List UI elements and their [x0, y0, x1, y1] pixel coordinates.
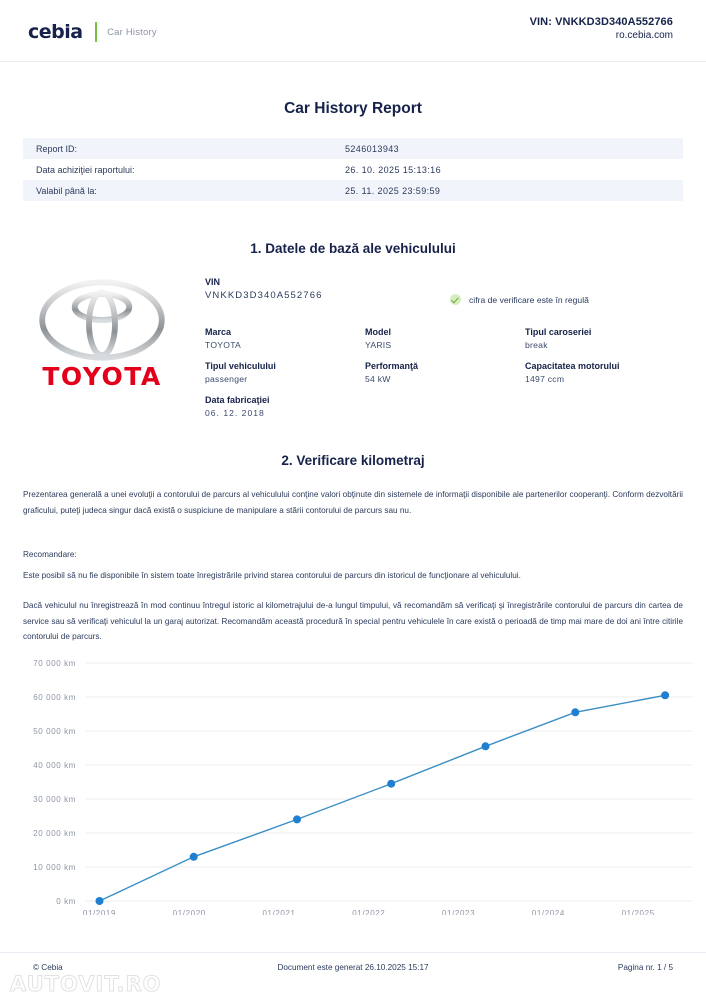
chart-data-point[interactable]	[293, 815, 301, 823]
brand-tagline: Car History	[107, 26, 157, 38]
chart-x-tick-label: 01/2023	[442, 909, 476, 915]
toyota-wordmark: TOYOTA	[42, 362, 162, 391]
field-value: 1497 ccm	[525, 374, 565, 384]
paragraph-intro: Prezentarea generală a unei evoluţii a contorului de parcurs al vehiculului conţine valori obţinute din sistemele de informaţii disponibile ale partenerilor cooperanţi. Conform dezvoltării graficului, puteţi judeca singur dacă există o suspiciune de manipulare a stării contorului de parcurs sau nu.	[23, 490, 683, 515]
chart-x-tick-label: 01/2019	[82, 909, 117, 915]
field-row	[205, 395, 685, 418]
field-value: YARIS	[365, 340, 392, 350]
field-value: 54 kW	[365, 374, 391, 384]
row-label: Data achiziţiei raportului:	[36, 164, 135, 175]
chart-data-point[interactable]	[571, 708, 579, 716]
header-vin-label: VIN: VNKKD3D340A552766	[529, 16, 673, 28]
field-engine-capacity	[525, 361, 685, 384]
cebia-logo[interactable]	[28, 21, 157, 43]
field-row	[205, 327, 685, 350]
table-row	[23, 180, 683, 201]
row-label: Report ID:	[36, 143, 78, 154]
vin-field-value: VNKKD3D340A552766	[205, 290, 323, 301]
field-row	[205, 361, 685, 384]
field-label: Performanţă	[365, 361, 419, 371]
paragraph-availability: Este posibil să nu fie disponibile în sistem toate înregistrările privind starea contorului de parcurs din istoricul de funcţionare al vehiculului.	[23, 571, 521, 580]
field-value: passenger	[205, 374, 248, 384]
chart-y-tick-label: 0 km	[56, 897, 76, 906]
row-label: Valabil până la:	[36, 185, 97, 196]
section-1-heading: 1. Datele de bază ale vehiculului	[250, 241, 456, 256]
chart-data-point[interactable]	[96, 897, 104, 905]
vin-check-badge	[450, 294, 589, 305]
chart-x-tick-label: 01/2020	[172, 909, 206, 915]
chart-data-point[interactable]	[482, 742, 490, 750]
field-label: Tipul caroseriei	[525, 327, 592, 337]
chart-y-tick-label: 60 000 km	[33, 693, 76, 702]
field-vehicle-type	[205, 361, 365, 384]
header-vin-block	[530, 16, 673, 41]
toyota-emblem-icon	[37, 278, 167, 362]
mileage-chart-svg	[0, 650, 706, 915]
field-label: Marca	[205, 327, 232, 337]
chart-data-point[interactable]	[190, 853, 198, 861]
field-marca	[205, 327, 365, 350]
chart-y-tick-label: 70 000 km	[33, 659, 76, 668]
vin-check-text: cifra de verificare este în regulă	[469, 294, 589, 305]
toyota-logo	[22, 278, 182, 389]
section-2-heading: 2. Verificare kilometraj	[281, 453, 425, 468]
chart-y-tick-label: 20 000 km	[33, 829, 76, 838]
field-manufacture-date	[205, 395, 370, 418]
chart-series-line	[100, 695, 666, 901]
chart-y-tick-label: 10 000 km	[33, 863, 76, 872]
paragraph-recommendation-label: Recomandare:	[23, 550, 77, 559]
page-header	[0, 0, 706, 62]
row-value: 25. 11. 2025 23:59:59	[345, 185, 441, 196]
field-body-type	[525, 327, 685, 350]
field-value: break	[525, 340, 548, 350]
vehicle-fields-grid	[205, 327, 685, 429]
page-title: Car History Report	[284, 100, 422, 117]
footer-divider	[0, 952, 706, 953]
paragraph-advice: Dacă vehiculul nu înregistrează în mod continuu întregul istoric al kilometrajului de-a lungul timpului, vă recomandăm să verificaţi şi înregistrările contorului de parcurs din cartea de service sau să verificaţi vehiculul la un garaj autorizat. Recomandăm această procedură în special pentru vehiculele în care există o perioadă de timp mai mare de doi ani între citirile contorului de parcurs.	[23, 601, 683, 641]
chart-y-tick-label: 30 000 km	[33, 795, 76, 804]
row-value: 26. 10. 2025 15:13:16	[345, 164, 441, 175]
autovit-watermark: AUTOVIT.RO	[10, 972, 162, 996]
footer-page-number: Pagina nr. 1 / 5	[617, 963, 673, 972]
chart-data-point[interactable]	[387, 780, 395, 788]
row-value: 5246013943	[345, 143, 400, 154]
header-divider	[0, 61, 706, 62]
field-label: Capacitatea motorului	[525, 361, 620, 371]
field-label: Tipul vehiculului	[205, 361, 276, 371]
table-row	[23, 138, 683, 159]
report-info-table	[23, 138, 683, 201]
field-value: 06. 12. 2018	[205, 408, 265, 418]
vin-field	[205, 277, 322, 301]
vin-field-label: VIN	[205, 277, 221, 287]
logo-divider	[95, 22, 98, 42]
vehicle-data-block	[0, 272, 706, 422]
field-label: Data fabricaţiei	[205, 395, 270, 405]
chart-x-tick-label: 01/2024	[531, 909, 565, 915]
header-site-link[interactable]: ro.cebia.com	[615, 30, 673, 41]
chart-x-tick-label: 01/2022	[352, 909, 386, 915]
check-circle-icon	[450, 294, 461, 305]
mileage-chart	[0, 650, 706, 915]
footer-generated: Document este generat 26.10.2025 15:17	[277, 963, 429, 972]
field-value: TOYOTA	[205, 340, 242, 350]
chart-x-tick-label: 01/2025	[621, 909, 655, 915]
field-label: Model	[365, 327, 391, 337]
chart-data-point[interactable]	[661, 691, 669, 699]
field-model	[365, 327, 525, 350]
footer-copyright: © Cebia	[33, 963, 63, 972]
brand-wordmark: cebia	[28, 21, 83, 43]
chart-y-tick-label: 40 000 km	[33, 761, 76, 770]
table-row	[23, 159, 683, 180]
chart-x-tick-label: 01/2021	[262, 909, 296, 915]
chart-y-tick-label: 50 000 km	[33, 727, 76, 736]
field-performance	[365, 361, 525, 384]
